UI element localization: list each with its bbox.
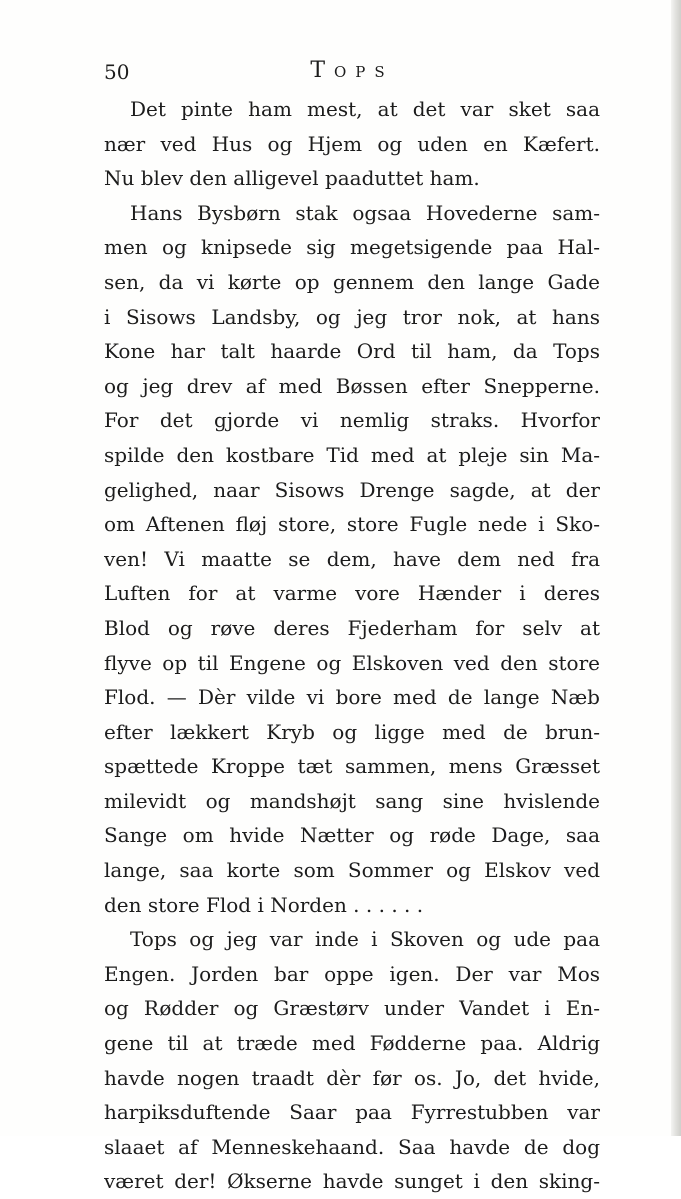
text-line: Tops og jeg var inde i Skoven og ude paa xyxy=(130,927,600,952)
text-line: slaaet af Menneskehaand. Saa havde de dog xyxy=(104,1134,600,1159)
text-line: Blod og røve deres Fjederham for selv at xyxy=(104,615,600,640)
text-line: Luften for at varme vore Hænder i deres xyxy=(104,581,600,606)
text-line: efter lækkert Kryb og ligge med de brun- xyxy=(104,719,600,744)
text-line: om Aftenen fløj store, store Fugle nede i Sko- xyxy=(104,512,600,537)
text-line: men og knipsede sig megetsigende paa Hal- xyxy=(104,235,600,260)
text-line: milevidt og mandshøjt sang sine hvislende xyxy=(104,788,600,813)
page-edge-shadow xyxy=(671,0,681,1136)
text-line: nær ved Hus og Hjem og uden en Kæfert. xyxy=(104,131,600,156)
text-line: været der! Økserne havde sunget i den sking- xyxy=(104,1169,600,1194)
text-line: Sange om hvide Nætter og røde Dage, saa xyxy=(104,823,600,848)
text-line: harpiksduftende Saar paa Fyrrestubben var xyxy=(104,1100,600,1125)
text-line: Hans Bysbørn stak ogsaa Hovederne sam- xyxy=(130,200,600,225)
body-text xyxy=(104,92,600,1199)
text-line: Nu blev den alligevel paaduttet ham. xyxy=(104,166,480,191)
text-line: lange, saa korte som Sommer og Elskov ved xyxy=(104,858,600,883)
text-line: Det pinte ham mest, at det var sket saa xyxy=(130,97,600,121)
text-line: gelighed, naar Sisows Drenge sagde, at der xyxy=(104,477,600,502)
text-line: den store Flod i Norden . . . . . . xyxy=(104,892,424,917)
text-line: spættede Kroppe tæt sammen, mens Græsset xyxy=(104,754,600,779)
text-line: Flod. — Dèr vilde vi bore med de lange Næb xyxy=(104,685,600,710)
text-line: For det gjorde vi nemlig straks. Hvorfor xyxy=(104,408,600,433)
text-line: gene til at træde med Fødderne paa. Aldrig xyxy=(104,1031,600,1056)
text-line: og jeg drev af med Bøssen efter Snepperne. xyxy=(104,373,600,398)
page-number: 50 xyxy=(104,60,130,84)
text-line: spilde den kostbare Tid med at pleje sin Ma- xyxy=(104,442,600,467)
text-line: Engen. Jorden bar oppe igen. Der var Mos xyxy=(104,961,600,986)
text-line: ven! Vi maatte se dem, have dem ned fra xyxy=(104,546,600,571)
text-line: sen, da vi kørte op gennem den lange Gade xyxy=(104,269,600,294)
text-line: og Rødder og Græstørv under Vandet i En- xyxy=(104,996,600,1021)
text-line: Kone har talt haarde Ord til ham, da Tops xyxy=(104,339,600,364)
running-title: Tops xyxy=(310,58,394,83)
text-line: flyve op til Engene og Elskoven ved den store xyxy=(104,650,600,675)
page-header xyxy=(104,58,600,86)
text-line: i Sisows Landsby, og jeg tror nok, at hans xyxy=(104,304,600,329)
text-line: havde nogen traadt dèr før os. Jo, det hvide, xyxy=(104,1065,600,1090)
